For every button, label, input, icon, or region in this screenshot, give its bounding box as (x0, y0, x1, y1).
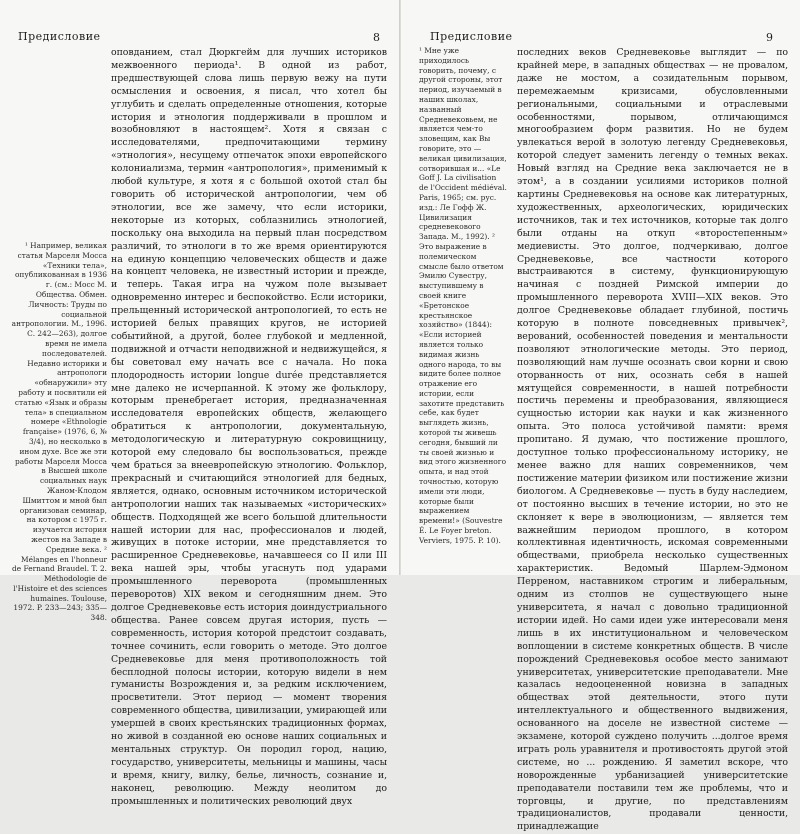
right-page (401, 0, 800, 833)
body-text: последних веков Средневековье выглядит — по крайней мере, в западных обществах — не провалом, даже не мостом, а созидательным порывом, перемежаемым кризисами, обусловленными региональными, социальными и отраслевыми особенностями, порывом, отличающимся многообразием форм развития. Но не будем увлекаться верой в золотую легенду Средневековья, которой следует заменить легенду о темных веках. Новый взгляд на Средние века заключается не в этом¹, а в создании усилиями историков полной картины Средневековья на основе как литературных, художественных, археологических, юридических источников, так и тех источников, которые так долго были отданы на откуп «второстепенным» медиевисты. Это долгое, подчеркиваю, долгое Средневековье, все частности которого выстраиваются в систему, функционирующую начиная с поздней Римской империи до промышленного переворота XVIII—XIX веков. Это долгое Средневековье обладает глубиной, постичь которую в полноте повседневных привычек², верований, особенностей поведения и ментальности позволяют этнологические методы. Это период, позволяющий нам лучше осознать свои корни и свою оторванность от них, осознать себя в нашей мятущейся современности, в нашей потребности постичь перемены и преобразования, являющиеся сущностью истории как науки и как жизненного опыта. Это полоса устойчивой памяти: время пропитано. Я думаю, что постижение прошлого, доступное только профессиональному историку, не менее важно для наших современников, чем постижение материи физиком или постижение жизни биологом. А Средневековье — пусть в буду наследием, от постоянно высших в течение истории, но это не склоняет к вере в эволюционизм, — является тем важнейшим периодом прошлого, в котором коллективная идентичность, искомая современными обществами, приобрела несколько существенных характеристик. Ведомый Шарлем-Эдмоном Перреном, наставником строгим и либеральным, одним из столпов не существующего ныне университета, я начал с довольно традиционной истории идей. Но сами идеи уже интересовали меня лишь в их институциональном и человеческом воплощении в системе конкретных обществ. В числе порождений Средневековья особое место занимают университетах, университетские преподаватели. Мне казалась недооцененной новизна в западных обществах этой деятельности, этого пути интеллектуального и общественного выдвижения, основанного на доселе не известной системе — экзамене, которой суждено получить ...долгое время играть роль уравнителя и противостоять другой этой системе, но ... рождению. Я заметил вскоре, что новорожденные урбанизацией университетские преподаватели поставили тем же проблемы, что и торговцы, и другие, по представлениям традиционалистов, продавали ценности, принадлежащие (517, 47, 788, 833)
body-text: оповданием, стал Дюркгейм для лучших историков межвоенного периода¹. В одной из работ, предшествующей слова лишь первую вежу на пути осмысления и освоения, я писал, что хотел бы углубить и сделать определенные отношения, которые история и этнология поддерживали в прошлом и возобновляют в настоящем². Хотя я связан с исследователями, предпочитающими термину «этнология», несущему отпечаток эпохи европейского колониализма, термин «антропология», применимый к любой культуре, я хотя я с большой охотой стал бы говорить об исторической антропологии, чем об этнологии, все же замечу, что если историки, некоторые из которых, соблазнились этнологией, поскольку она выходила на первый план посредством различий, то этнологи в то же время ориентируются на единую концепцию человеческих обществ и даже на концепт человека, не известный истории и прежде, и теперь. Такая игра на чужом поле вызывает одновременно интерес и беспокойство. Если историки, прельщенный исторической антропологией, то есть не историей белых правящих кругов, не историей событийной, а другой, более глубокой и медленной, подвижной и отчасти неподвижной и недвижущейся, я бы советовал ему начать все с начала. Но пока плодородность истории longue durée представляется мне далеко не исчерпанной. К этому же фольклору, которым пренебрегает история, предназначенная исследователя европейских обществ, желающего обратиться к антропологии, документальную, методологическую и литературную сокровищницу, которой ему следовало бы воспользоваться, прежде чем браться за внеевропейскую этнологию. Фольклор, прекрасный и считающийся этнологией для бедных, является, однако, основным источником исторической антропологии наших так называемых «исторических» обществ. Подходящей же всего большой длительности нашей истории для нас, профессионалов и людей, живущих в потоке истории, мне представляется то расширенное Средневековье, начавшееся со II или III века нашей эры, чтобы угаснуть под ударами промышленного переворота (промышленных переворотов) XIX веком и сегодняшним днем. Это долгое Средневековье есть история доиндустриального общества. Ранее совсем другая история, пусть — современность, история которой предстоит создавать, точнее сочинить, если говорить о методе. Это долгое Средневековье для меня противоположность той бесплодной полосы истории, которую видели в нем гуманисты Возрождения и, за редким исключением, просветители. Этот период — момент творения современного общества, цивилизации, умирающей или умершей в своих крестьянских традиционных формах, но живой в созданной ею основе наших социальных и ментальных структур. Он породил город, нацию, государство, университеты, мельницы и машины, часы и время, книгу, вилку, белье, личность, сознание и, наконец, революцию. Между неолитом до промышленных и политических революций двух (111, 47, 387, 807)
left-page (0, 0, 399, 807)
footnote-margin: ¹ Мне уже приходилось говорить, почему, с другой стороны, этот период, изучаемый в наших школах, названный Средневековьем, не является чем-то зловещим, как Вы говорите, это — великая цивилизация, сотворившая и... «Le Goff J. La civilisation de l'Occident médiéval. Paris, 1965; см. рус. изд.: Ле Гофф Ж. Цивилизация средневекового Запада. М., 1992). ² Это выражение в полемическом смысле было ответом Эмилю Сувестру, выступившему в своей книге «Бретонское крестьянское хозяйство» (1844): «Если историей является только видимая жизнь одного народа, то вы видите более полное отражение его истории, если захотите представить себе, как будет выглядеть жизнь, которой ты живешь сегодня, бывший ли ты своей жизнью и вид этого жизненного опыта, и над этой точностью, которую имели эти люди, которые были выражением времени!» (Souvestre É. Le Foyer breton. Verviers, 1975. P. 10). (419, 46, 507, 545)
running-head: Предисловие (430, 30, 513, 43)
page-number: 9 (766, 31, 773, 44)
page-number: 8 (373, 31, 380, 44)
running-head: Предисловие (18, 30, 101, 43)
footnote-margin: ¹ Например, великая статья Марселя Мосса «Техники тела», опубликованная в 1936 г. (см.: Мосс М. Общества. Обмен. Личность: Труды по социальной антропологии. М., 1996. С. 242—263), долгое время не имела последователей. Недавно историки и антропологи «обнаружили» эту работу и посвятили ей статью «Язык и образы тела» в специальном номере «Ethnologie française» (1976, 6, № 3/4), но несколько в ином духе. Все же эти работы Марселя Мосса в Высшей школе социальных наук Жаном-Клодом Шмиттом и мной был организован семинар, на котором с 1975 г. изучается история жестов на Западе в Средние века. ² Mélanges en l'honneur de Fernand Braudel. T. 2. Méthodologie de l'Histoire et des sciences humaines. Toulouse, 1972. P. 233—243; 335—348. (11, 241, 107, 623)
